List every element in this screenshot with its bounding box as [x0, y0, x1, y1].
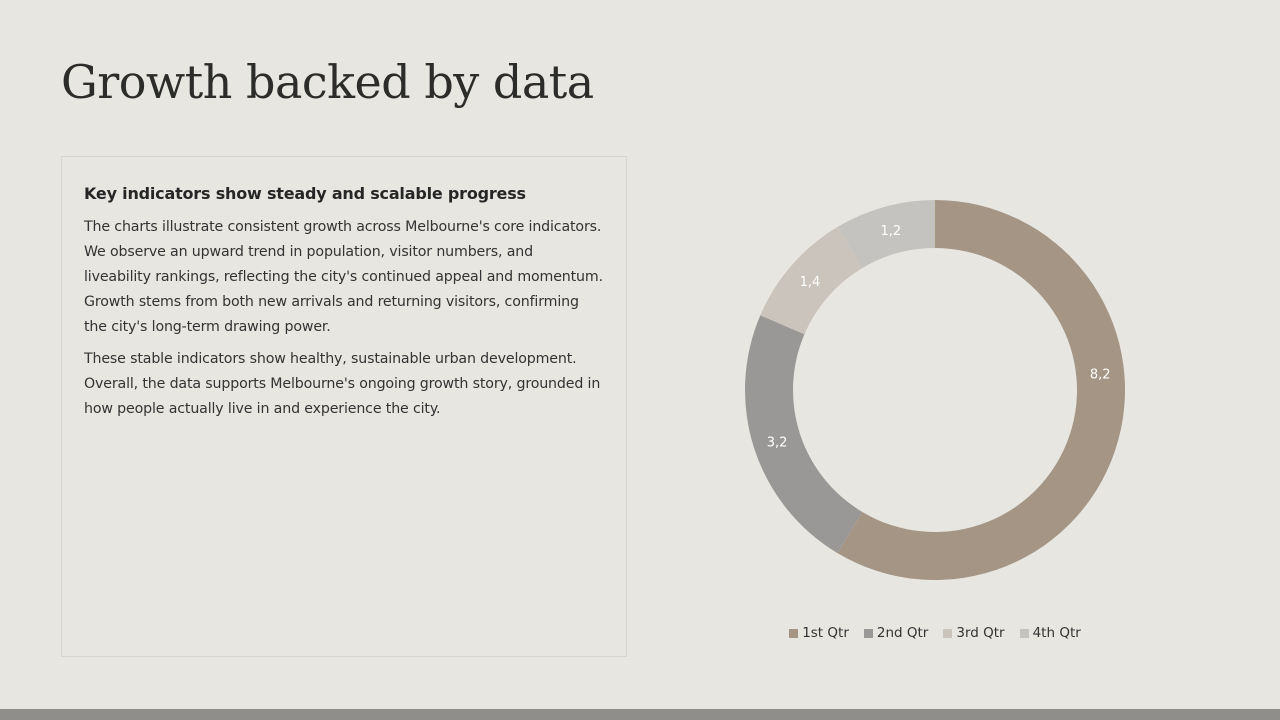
legend-item-2 [864, 625, 928, 641]
doughnut-chart [700, 160, 1170, 660]
donut-data-label-3: 1,4 [799, 274, 821, 290]
donut-slice-2 [745, 315, 862, 553]
footer-bar [0, 709, 1280, 720]
card-paragraph-1: The charts illustrate consistent growth across Melbourne's core indicators. We observe an upward trend in population, visitor numbers, and liveability rankings, reflecting the city's continued appeal and momentum. Growth stems from both new arrivals and returning visitors, confirming the city's long-term drawing power. [84, 219, 603, 335]
legend-label-2: 2nd Qtr [876, 625, 929, 641]
text-card [61, 156, 627, 657]
donut-data-label-1: 8,2 [1089, 367, 1111, 383]
legend-item-4 [1020, 625, 1081, 641]
legend-label-1: 1st Qtr [802, 625, 849, 641]
chart-legend [700, 625, 1170, 641]
slide-title: Growth backed by data [61, 55, 594, 109]
legend-item-1 [789, 625, 849, 641]
legend-swatch-1 [789, 629, 798, 638]
card-heading: Key indicators show steady and scalable progress [84, 184, 526, 203]
donut-data-label-2: 3,2 [766, 435, 788, 451]
donut-data-label-4: 1,2 [880, 223, 902, 239]
legend-swatch-2 [864, 629, 873, 638]
legend-item-3 [943, 625, 1004, 641]
card-paragraph-2: These stable indicators show healthy, sustainable urban development. Overall, the data supports Melbourne's ongoing growth story, grounded in how people actually live in and experience the city. [84, 351, 601, 417]
legend-swatch-3 [943, 629, 952, 638]
doughnut-chart-svg [700, 160, 1170, 610]
legend-label-3: 3rd Qtr [956, 625, 1005, 641]
legend-label-4: 4th Qtr [1032, 625, 1081, 641]
legend-swatch-4 [1020, 629, 1029, 638]
